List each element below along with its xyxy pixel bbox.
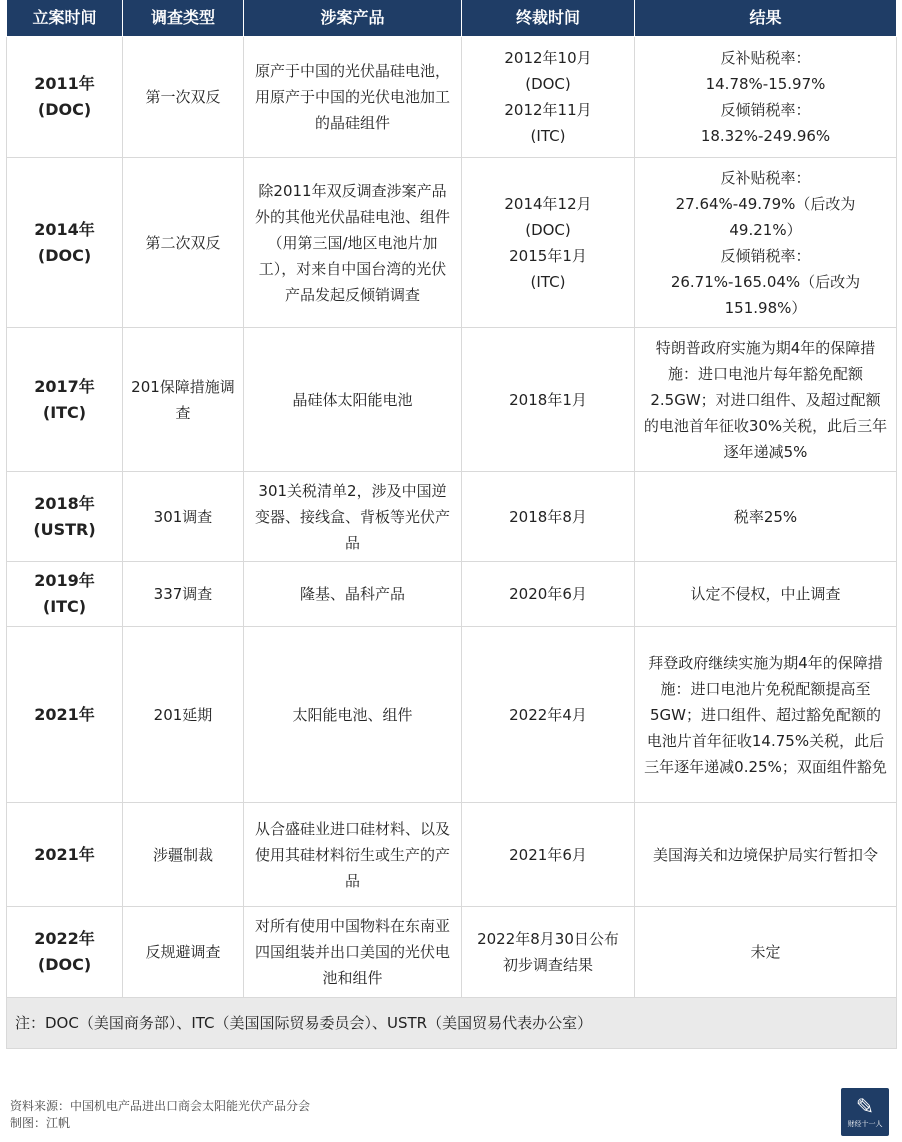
- header-final-ruling-time: 终裁时间: [462, 0, 635, 37]
- header-products: 涉案产品: [244, 0, 462, 37]
- table-header-row: [7, 0, 897, 37]
- filing-time-text: 2011年 (DOC): [34, 74, 95, 119]
- header-result: 结果: [635, 0, 897, 37]
- cell-filing-time: [7, 328, 123, 472]
- us-pv-trade-investigations-table: [6, 0, 897, 1049]
- cell-investigation-type: 涉疆制裁: [123, 803, 244, 907]
- cell-filing-time: [7, 472, 123, 562]
- source-footer: [10, 1098, 310, 1132]
- table-row: [7, 158, 897, 328]
- publisher-logo: [841, 1088, 889, 1136]
- cell-result: 特朗普政府实施为期4年的保障措施：进口电池片每年豁免配额2.5GW；对进口组件、及超过配额的电池首年征收30%关税，此后三年逐年递减5%: [635, 328, 897, 472]
- table-row: [7, 562, 897, 627]
- cell-final-ruling-time: [462, 158, 635, 328]
- final-ruling-text: 2012年10月 (DOC) 2012年11月 (ITC): [504, 49, 592, 145]
- filing-time-text: 2014年 (DOC): [34, 219, 95, 265]
- cell-investigation-type: 第二次双反: [123, 158, 244, 328]
- cell-products: 从合盛硅业进口硅材料、以及使用其硅材料衍生或生产的产品: [244, 803, 462, 907]
- table-note-row: [7, 998, 897, 1049]
- abbreviation-note: 注：DOC（美国商务部）、ITC（美国国际贸易委员会）、USTR（美国贸易代表办公室）: [7, 998, 897, 1049]
- cell-filing-time: [7, 907, 123, 998]
- cell-filing-time: 2021年: [7, 627, 123, 803]
- cell-final-ruling-time: 2020年6月: [462, 562, 635, 627]
- cell-products: 晶硅体太阳能电池: [244, 328, 462, 472]
- cell-filing-time: [7, 562, 123, 627]
- cell-investigation-type: 301调查: [123, 472, 244, 562]
- logo-mark-icon: ✎: [855, 1094, 875, 1120]
- cell-investigation-type: 第一次双反: [123, 37, 244, 158]
- chart-author: 制图：江帆: [10, 1116, 71, 1130]
- header-investigation-type: 调查类型: [123, 0, 244, 37]
- filing-time-text: 2022年 (DOC): [34, 929, 95, 974]
- logo-caption: 财经十一人: [847, 1119, 883, 1128]
- cell-result: 拜登政府继续实施为期4年的保障措施：进口电池片免税配额提高至5GW；进口组件、超过豁免配额的电池片首年征收14.75%关税，此后三年逐年递减0.25%；双面组件豁免: [635, 627, 897, 803]
- table-row: [7, 803, 897, 907]
- final-ruling-text: 2014年12月 (DOC) 2015年1月 (ITC): [504, 194, 592, 291]
- cell-products: 原产于中国的光伏晶硅电池，用原产于中国的光伏电池加工的晶硅组件: [244, 37, 462, 158]
- cell-products: 太阳能电池、组件: [244, 627, 462, 803]
- cell-result: 美国海关和边境保护局实行暂扣令: [635, 803, 897, 907]
- cell-result: 认定不侵权，中止调查: [635, 562, 897, 627]
- table-row: [7, 907, 897, 998]
- filing-time-text: 2018年 (USTR): [33, 493, 96, 539]
- cell-filing-time: [7, 158, 123, 328]
- cell-filing-time: 2021年: [7, 803, 123, 907]
- table-row: [7, 37, 897, 158]
- cell-investigation-type: 337调查: [123, 562, 244, 627]
- sanctions-table-container: [6, 0, 896, 1049]
- cell-final-ruling-time: 2022年4月: [462, 627, 635, 803]
- cell-investigation-type: 反规避调查: [123, 907, 244, 998]
- cell-products: 除2011年双反调查涉案产品外的其他光伏晶硅电池、组件（用第三国/地区电池片加工），对来自中国台湾的光伏产品发起反倾销调查: [244, 158, 462, 328]
- cell-products: 隆基、晶科产品: [244, 562, 462, 627]
- cell-result: 反补贴税率： 27.64%-49.79%（后改为 49.21%） 反倾销税率： 26.71%-165.04%（后改为 151.98%）: [635, 158, 897, 328]
- cell-investigation-type: 201保障措施调查: [123, 328, 244, 472]
- cell-filing-time: [7, 37, 123, 158]
- cell-products: 对所有使用中国物料在东南亚四国组装并出口美国的光伏电池和组件: [244, 907, 462, 998]
- cell-final-ruling-time: 2021年6月: [462, 803, 635, 907]
- filing-time-text: 2017年 (ITC): [34, 376, 95, 422]
- cell-final-ruling-time: 2018年1月: [462, 328, 635, 472]
- filing-time-text: 2019年 (ITC): [34, 571, 95, 616]
- table-row: [7, 472, 897, 562]
- cell-final-ruling-time: 2018年8月: [462, 472, 635, 562]
- cell-result: 未定: [635, 907, 897, 998]
- cell-result: 税率25%: [635, 472, 897, 562]
- table-row: [7, 328, 897, 472]
- cell-final-ruling-time: 2022年8月30日公布初步调查结果: [462, 907, 635, 998]
- cell-result: 反补贴税率： 14.78%-15.97% 反倾销税率： 18.32%-249.96%: [635, 37, 897, 158]
- header-filing-time: 立案时间: [7, 0, 123, 37]
- data-source: 资料来源：中国机电产品进出口商会太阳能光伏产品分会: [10, 1099, 311, 1113]
- cell-final-ruling-time: [462, 37, 635, 158]
- table-row: [7, 627, 897, 803]
- cell-products: 301关税清单2，涉及中国逆变器、接线盒、背板等光伏产品: [244, 472, 462, 562]
- cell-investigation-type: 201延期: [123, 627, 244, 803]
